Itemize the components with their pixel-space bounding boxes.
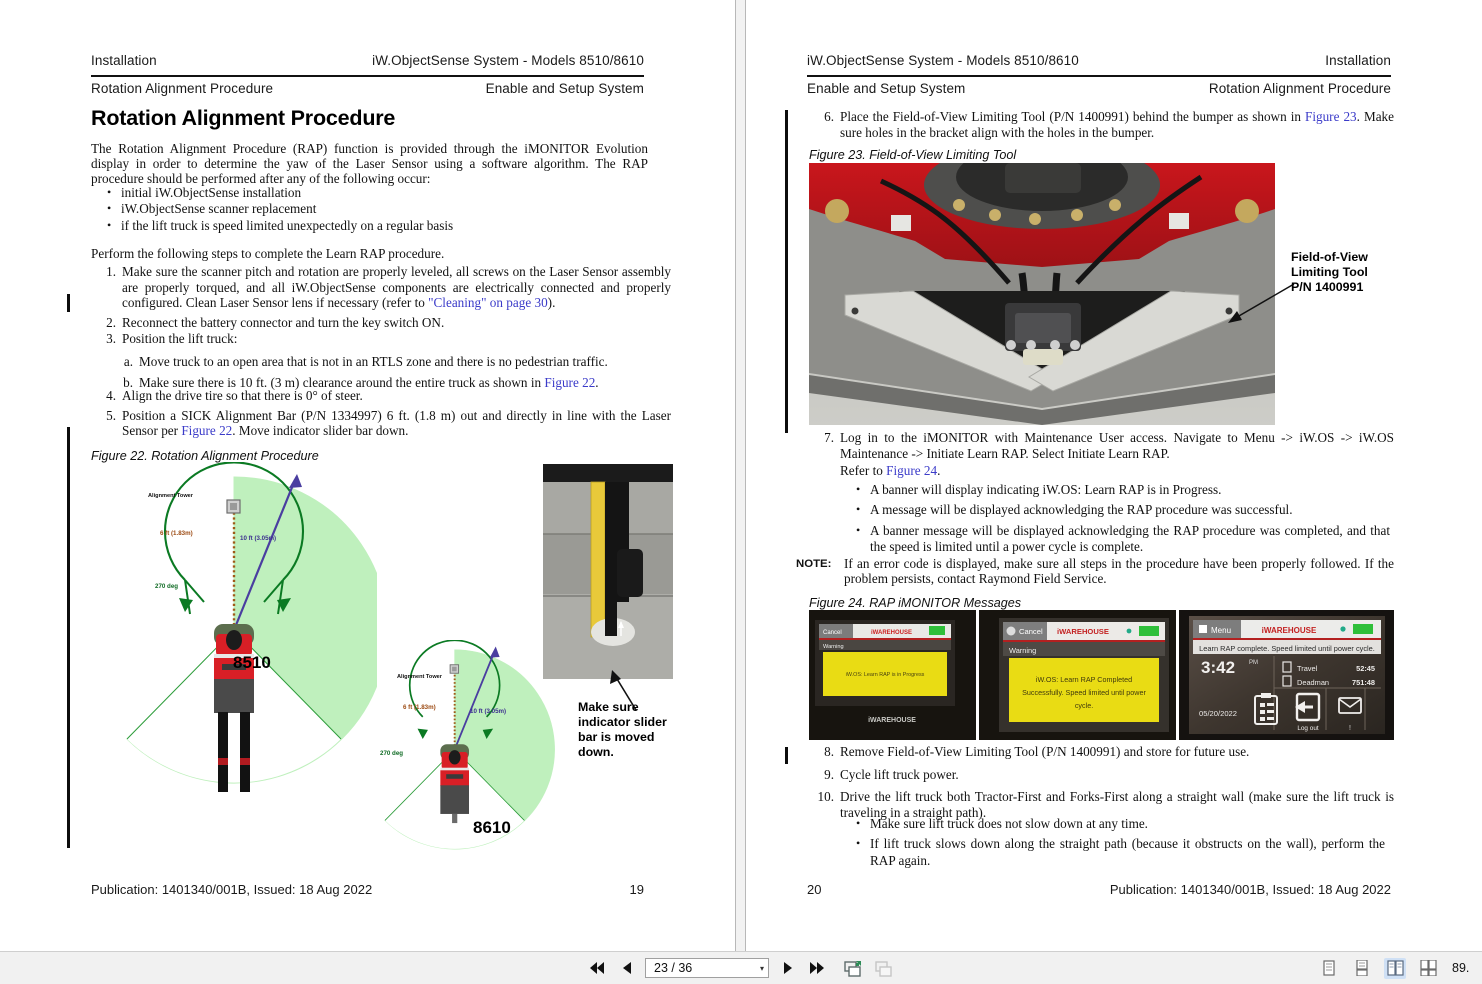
step-text: Position a SICK Alignment Bar (P/N 1334997) 6 ft. (1.8 m) out and directly in line with the Laser Sensor per: [122, 407, 671, 439]
step-number: 4.: [106, 388, 116, 403]
step-10-bullets: [840, 816, 1385, 869]
alignment-tower-label: Alignment Tower: [148, 493, 193, 499]
procedure-step-6: [809, 109, 1394, 144]
viewer-toolbar: [0, 951, 1482, 984]
list-item: • A message will be displayed acknowledging the RAP procedure was successful.: [840, 502, 1390, 518]
refer-text-tail: .: [937, 463, 941, 478]
header-rule: [807, 75, 1391, 77]
running-head-left: iW.ObjectSense System - Models 8510/8610: [807, 53, 1079, 68]
intro-paragraph: The Rotation Alignment Procedure (RAP) function is provided through the iMONITOR Evolution display in order to determine the yaw of the Laser Sensor using a software algorithm. The RAP procedure should be performed after any of the following occur:: [91, 141, 648, 187]
cross-reference-link[interactable]: Figure 22: [181, 423, 233, 439]
svg-text:Learn RAP complete. Speed limi: Learn RAP complete. Speed limited until power cycle.: [1199, 644, 1375, 653]
figure-24-strip: [809, 610, 1394, 740]
step-text: Drive the lift truck both Tractor-First and Forks-First along a straight wall (make sure the lift truck is traveling in a straight path).: [840, 789, 1394, 820]
step-text: Place the Field-of-View Limiting Tool (P/N 1400991) behind the bumper as shown in: [840, 109, 1305, 124]
figure-22-diagram-8510: [92, 462, 377, 792]
change-bar: [785, 747, 788, 764]
svg-text:Menu: Menu: [1211, 626, 1232, 635]
page-gutter: [736, 0, 745, 951]
substep-text-tail: .: [595, 374, 599, 390]
svg-text:iWAREHOUSE: iWAREHOUSE: [871, 630, 913, 636]
svg-text:3:42: 3:42: [1201, 658, 1236, 677]
list-item: [809, 109, 1394, 140]
step-number: 5.: [106, 407, 116, 423]
publication-info: Publication: 1401340/001B, Issued: 18 Aug 2022: [91, 882, 373, 897]
list-item: [113, 354, 673, 370]
callout-line: Field-of-View: [1291, 250, 1368, 264]
procedure-step-3: [91, 331, 671, 351]
step-text-tail: . Move indicator slider bar down.: [232, 423, 409, 439]
distance-6ft-label: 6 ft (1.83m): [160, 530, 193, 537]
list-item: • A banner message will be displayed acknowledging the RAP procedure was completed, and that the speed is limited until a power cycle is complete.: [840, 523, 1390, 556]
list-item: • if the lift truck is speed limited unexpectedly on a regular basis: [91, 218, 648, 234]
cross-reference-link[interactable]: "Cleaning" on page 30: [428, 295, 548, 311]
step-number: 8.: [824, 744, 834, 759]
list-item: • If lift truck slows down along the straight path (because it obstructs on the wall), perform the RAP again.: [840, 836, 1385, 869]
figure-24-caption: Figure 24. RAP iMONITOR Messages: [809, 596, 1022, 610]
note-label: NOTE:: [796, 558, 832, 570]
substep-number: b.: [123, 374, 133, 390]
step-text: Cycle lift truck power.: [840, 766, 959, 782]
running-head-top: [91, 53, 644, 68]
occurrence-bullets: [91, 185, 648, 234]
list-item: [809, 767, 1394, 783]
previous-page-button[interactable]: [616, 958, 636, 978]
running-head-second: [807, 81, 1391, 96]
subheader-right: Rotation Alignment Procedure: [1208, 81, 1391, 96]
svg-text:05/20/2022: 05/20/2022: [1199, 709, 1238, 718]
angle-270-label: 270 deg: [380, 750, 404, 757]
list-item: [91, 408, 671, 439]
step-text: Make sure the scanner pitch and rotation are properly leveled, all screws on the Laser Sensor assembly are properly torqued, and all iW.ObjectSense components are electrically connected and properly configured. Clean Laser Sensor lens if necessary (refer to: [122, 264, 671, 311]
document-page-19: [0, 0, 736, 951]
step-number: 3.: [106, 331, 116, 346]
page-number: 19: [629, 882, 644, 897]
step-number: 10.: [817, 789, 834, 805]
imonitor-panel-completed: [979, 610, 1176, 740]
distance-10ft-label: 10 ft (3.05m): [240, 535, 277, 542]
list-item: [91, 331, 671, 347]
svg-text:751:48: 751:48: [1351, 678, 1375, 687]
procedure-steps-8-10: [809, 744, 1394, 824]
callout-line: P/N 1400991: [1291, 280, 1364, 294]
step-text-tail: . Make sure holes in the bracket align with the holes in the bumper.: [840, 109, 1395, 140]
subheader-left: Rotation Alignment Procedure: [91, 81, 274, 96]
svg-text:Warning: Warning: [1009, 646, 1037, 655]
list-item: • Make sure lift truck does not slow down at any time.: [840, 816, 1385, 832]
svg-text:iWAREHOUSE: iWAREHOUSE: [1057, 627, 1109, 636]
running-head-top: [807, 53, 1391, 68]
svg-text:Cancel: Cancel: [1019, 627, 1043, 636]
chevron-down-icon[interactable]: ▾: [759, 963, 764, 973]
figure-23-callout: [1291, 250, 1403, 295]
svg-text:Deadman: Deadman: [1297, 678, 1330, 687]
view-continuous-button[interactable]: [1351, 958, 1373, 979]
procedure-step-7: [809, 430, 1394, 465]
substep-number: a.: [123, 354, 133, 369]
running-head-right: iW.ObjectSense System - Models 8510/8610: [372, 53, 644, 68]
svg-text:Cancel: Cancel: [823, 630, 842, 636]
svg-text:!: !: [1349, 725, 1351, 732]
change-bar: [67, 427, 70, 848]
running-head-right: Installation: [1325, 53, 1391, 68]
model-label-8510: 8510: [233, 653, 271, 672]
step-text-tail: ).: [547, 295, 556, 311]
svg-text:cycle.: cycle.: [1074, 701, 1094, 710]
step-number: 1.: [106, 264, 116, 279]
running-head-left: Installation: [91, 53, 157, 68]
svg-text:Successfully. Speed limited un: Successfully. Speed limited until power: [1022, 688, 1146, 697]
procedure-steps-4-5: [91, 388, 671, 443]
figure-23-callout-arrow: [1218, 278, 1298, 328]
cross-reference-link[interactable]: Figure 23: [1305, 109, 1357, 124]
list-item: [809, 430, 1394, 461]
cross-reference-link[interactable]: Figure 24: [886, 463, 938, 478]
page-indicator-text: 23 / 36: [654, 961, 693, 975]
figure-22-diagram-8610: [345, 640, 565, 855]
list-item: [91, 315, 671, 331]
next-page-button[interactable]: [778, 958, 798, 978]
svg-text:iW.OS: Learn RAP Completed: iW.OS: Learn RAP Completed: [1035, 675, 1133, 684]
page-footer: [807, 882, 1391, 897]
step-text: Reconnect the battery connector and turn the key switch ON.: [122, 314, 445, 330]
zoom-level-label[interactable]: 89.: [1452, 961, 1470, 975]
alignment-tower-label: Alignment Tower: [397, 674, 442, 680]
step-7-bullets: [840, 482, 1390, 556]
change-bar: [67, 294, 70, 312]
page-title: Rotation Alignment Procedure: [91, 106, 396, 130]
slider-bar-callout: Make sure indicator slider bar is moved down.: [578, 700, 667, 759]
list-item: • A banner will display indicating iW.OS: Learn RAP is in Progress.: [840, 482, 1390, 498]
svg-text:Log out: Log out: [1297, 725, 1319, 732]
step-number: 6.: [824, 109, 834, 124]
substep-text: Make sure there is 10 ft. (3 m) clearance around the entire truck as shown in: [139, 374, 545, 390]
note-text: If an error code is displayed, make sure all steps in the procedure have been properly followed. If the problem persists, contact Raymond Field Service.: [844, 556, 1394, 587]
step-text: Log in to the iMONITOR with Maintenance User access. Navigate to Menu -> iW.OS -> iW.OS Maintenance -> Initiate Learn RAP. Select Initiate Learn RAP.: [840, 430, 1394, 461]
imonitor-panel-in-progress: [809, 610, 976, 740]
list-item: [809, 744, 1394, 760]
svg-text:Warning: Warning: [823, 644, 844, 650]
figure-23-caption: Figure 23. Field-of-View Limiting Tool: [809, 148, 1017, 162]
substep-text: Move truck to an open area that is not in an RTLS zone and there is no pedestrian traffic.: [139, 354, 608, 369]
view-two-page-continuous-button[interactable]: [1417, 958, 1439, 979]
fit-width-button[interactable]: [873, 957, 895, 979]
page-number-input[interactable]: [645, 958, 769, 978]
list-item: • iW.ObjectSense scanner replacement: [91, 201, 648, 217]
header-rule: [91, 75, 644, 77]
svg-text:iWAREHOUSE: iWAREHOUSE: [1261, 626, 1317, 635]
step-number: 2.: [106, 314, 116, 330]
view-two-page-button[interactable]: [1384, 958, 1406, 979]
view-single-page-button[interactable]: [1318, 958, 1340, 979]
svg-text:52:45: 52:45: [1356, 664, 1375, 673]
document-page-20: [745, 0, 1482, 951]
view-mode-group: [1318, 958, 1478, 979]
imonitor-panel-home: [1179, 610, 1394, 740]
fit-page-button[interactable]: [842, 957, 864, 979]
page-number: 20: [807, 882, 822, 897]
model-label-8610: 8610: [473, 818, 511, 837]
callout-line: Limiting Tool: [1291, 265, 1368, 279]
procedure-steps-1-2: [91, 264, 671, 334]
cross-reference-link[interactable]: Figure 22: [544, 374, 596, 390]
publication-info: Publication: 1401340/001B, Issued: 18 Aug 2022: [1109, 882, 1391, 897]
figure-22-caption: Figure 22. Rotation Alignment Procedure: [91, 449, 319, 463]
subheader-right: Enable and Setup System: [485, 81, 644, 96]
last-page-button[interactable]: [807, 958, 827, 978]
step-number: 9.: [824, 766, 834, 782]
change-bar: [785, 110, 788, 433]
refer-text: Refer to: [840, 463, 887, 478]
svg-text:Travel: Travel: [1297, 664, 1318, 673]
step-number: 7.: [824, 430, 834, 445]
svg-text:PM: PM: [1249, 660, 1258, 666]
page-navigation-group: [587, 957, 895, 979]
slider-bar-photo: [543, 464, 673, 679]
svg-text:iWAREHOUSE: iWAREHOUSE: [868, 717, 916, 724]
svg-text:iW.OS: Learn RAP is in Progres: iW.OS: Learn RAP is in Progress: [845, 672, 925, 678]
running-head-second: [91, 81, 644, 96]
list-item: [91, 388, 671, 404]
subheader-left: Enable and Setup System: [807, 81, 966, 96]
list-item: [91, 264, 671, 311]
distance-6ft-label: 6 ft (1.83m): [403, 704, 436, 711]
note-block: [796, 556, 1396, 586]
step-text: Remove Field-of-View Limiting Tool (P/N 1400991) and store for future use.: [840, 744, 1250, 759]
figure-23-photo: [809, 163, 1275, 425]
lead-in-paragraph: Perform the following steps to complete the Learn RAP procedure.: [91, 246, 445, 261]
list-item: • initial iW.ObjectSense installation: [91, 185, 648, 201]
page-footer: [91, 882, 644, 897]
step-text: Align the drive tire so that there is 0° of steer.: [122, 388, 363, 403]
step-text: Position the lift truck:: [122, 331, 238, 346]
angle-270-label: 270 deg: [155, 583, 179, 590]
distance-10ft-label: 10 ft (3.05m): [470, 708, 507, 715]
first-page-button[interactable]: [587, 958, 607, 978]
